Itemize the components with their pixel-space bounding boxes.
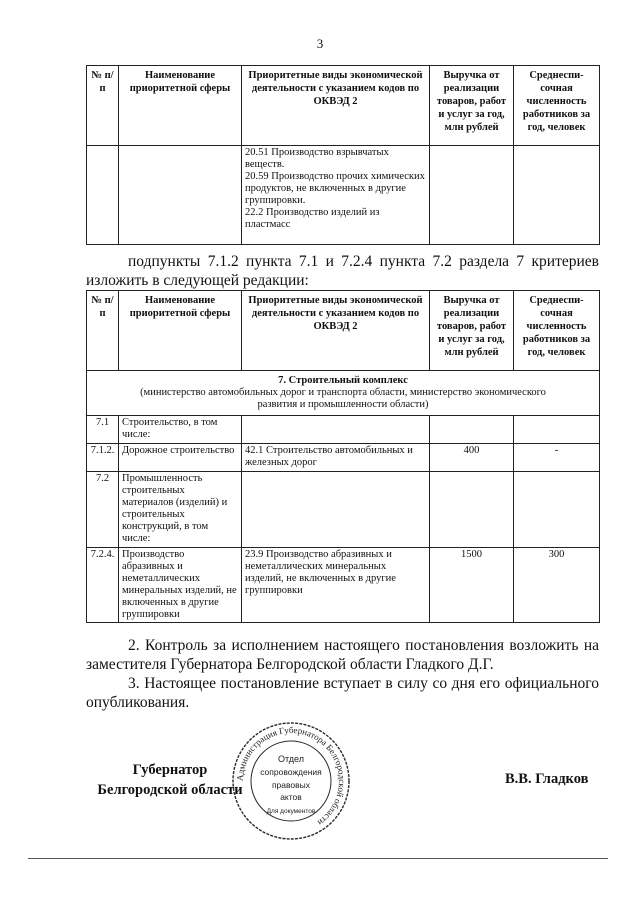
stamp-line1: Отдел	[277, 754, 305, 764]
col-header-num: № п/п	[87, 66, 119, 146]
cell-workers	[514, 472, 600, 548]
table-row	[87, 548, 600, 623]
signer-name: В.В. Гладков	[505, 771, 589, 787]
cell-okved	[242, 472, 430, 548]
stamp-bottom-text: Для документов	[266, 808, 316, 815]
col-header-workers: Среднеспи-сочная численность работников за год, человек	[514, 291, 600, 371]
col-header-workers: Среднеспи-сочная численность работников за год, человек	[514, 66, 600, 146]
table-row	[87, 444, 600, 472]
cell-sphere	[119, 146, 242, 245]
col-header-sphere: Наименование приоритетной сферы	[119, 291, 242, 371]
col-header-sphere: Наименование приоритетной сферы	[119, 66, 242, 146]
cell-revenue	[430, 416, 514, 444]
cell-revenue: 1500	[430, 548, 514, 623]
cell-workers: 300	[514, 548, 600, 623]
section-title: 7. Строительный комплекс	[278, 375, 408, 386]
intro-paragraph: подпункты 7.1.2 пункта 7.1 и 7.2.4 пункта 7.2 раздела 7 критериев изложить в следующей редакции:	[86, 253, 599, 289]
cell-okved: 20.51 Производство взрывчатых веществ. 20.59 Производство прочих химических продуктов, не включенных в другие группировки. 22.2 Производство изделий из пластмасс	[242, 146, 430, 245]
col-header-num: № п/п	[87, 291, 119, 371]
stamp-ring-text: Администрация Губернатора Белгородской области	[234, 724, 348, 828]
cell-revenue: 400	[430, 444, 514, 472]
section-header	[87, 371, 600, 416]
signer-title-line1: Губернатор	[132, 762, 208, 778]
cell-revenue	[430, 146, 514, 245]
stamp-line2: сопровождения	[260, 767, 322, 777]
table-criteria	[86, 290, 600, 623]
cell-okved: 23.9 Производство абразивных и неметаллических минеральных изделий, не включенных в другие группировки	[242, 548, 430, 623]
cell-num	[87, 146, 119, 245]
page-number: 3	[316, 36, 324, 51]
cell-sphere: Промышленность строительных материалов (изделий) и строительных конструкций, в том числе:	[119, 472, 242, 548]
cell-workers	[514, 146, 600, 245]
official-stamp	[230, 720, 352, 842]
col-header-revenue: Выручка от реализации товаров, работ и услуг за год, млн рублей	[430, 66, 514, 146]
cell-num: 7.2.4.	[87, 548, 119, 623]
paragraph-3: 3. Настоящее постановление вступает в силу со дня его официального опубликования.	[86, 675, 599, 711]
cell-sphere: Строительство, в том числе:	[119, 416, 242, 444]
col-header-revenue: Выручка от реализации товаров, работ и услуг за год, млн рублей	[430, 291, 514, 371]
table-row	[87, 472, 600, 548]
cell-num: 7.2	[87, 472, 119, 548]
signer-title-line2: Белгородской области	[97, 782, 243, 798]
cell-okved	[242, 416, 430, 444]
cell-sphere: Производство абразивных и неметаллических минеральных изделий, не включенных в другие группировки	[119, 548, 242, 623]
table-row	[87, 146, 600, 245]
col-header-okved: Приоритетные виды экономической деятельности с указанием кодов по ОКВЭД 2	[242, 66, 430, 146]
col-header-okved: Приоритетные виды экономической деятельности с указанием кодов по ОКВЭД 2	[242, 291, 430, 371]
paragraph-2: 2. Контроль за исполнением настоящего постановления возложить на заместителя Губернатора Белгородской области Гладкого Д.Г.	[86, 637, 599, 673]
footer-divider	[28, 858, 608, 859]
cell-sphere: Дорожное строительство	[119, 444, 242, 472]
cell-okved: 42.1 Строительство автомобильных и железных дорог	[242, 444, 430, 472]
cell-workers	[514, 416, 600, 444]
cell-num: 7.1.2.	[87, 444, 119, 472]
cell-workers: -	[514, 444, 600, 472]
signer-title	[90, 760, 250, 800]
section-subtitle: (министерство автомобильных дорог и транспорта области, министерство экономического развития и промышленности области)	[140, 387, 546, 410]
stamp-line3: правовых	[271, 780, 311, 790]
table-continuation	[86, 65, 600, 245]
table-row	[87, 416, 600, 444]
cell-revenue	[430, 472, 514, 548]
cell-num: 7.1	[87, 416, 119, 444]
stamp-line4: актов	[280, 792, 302, 802]
